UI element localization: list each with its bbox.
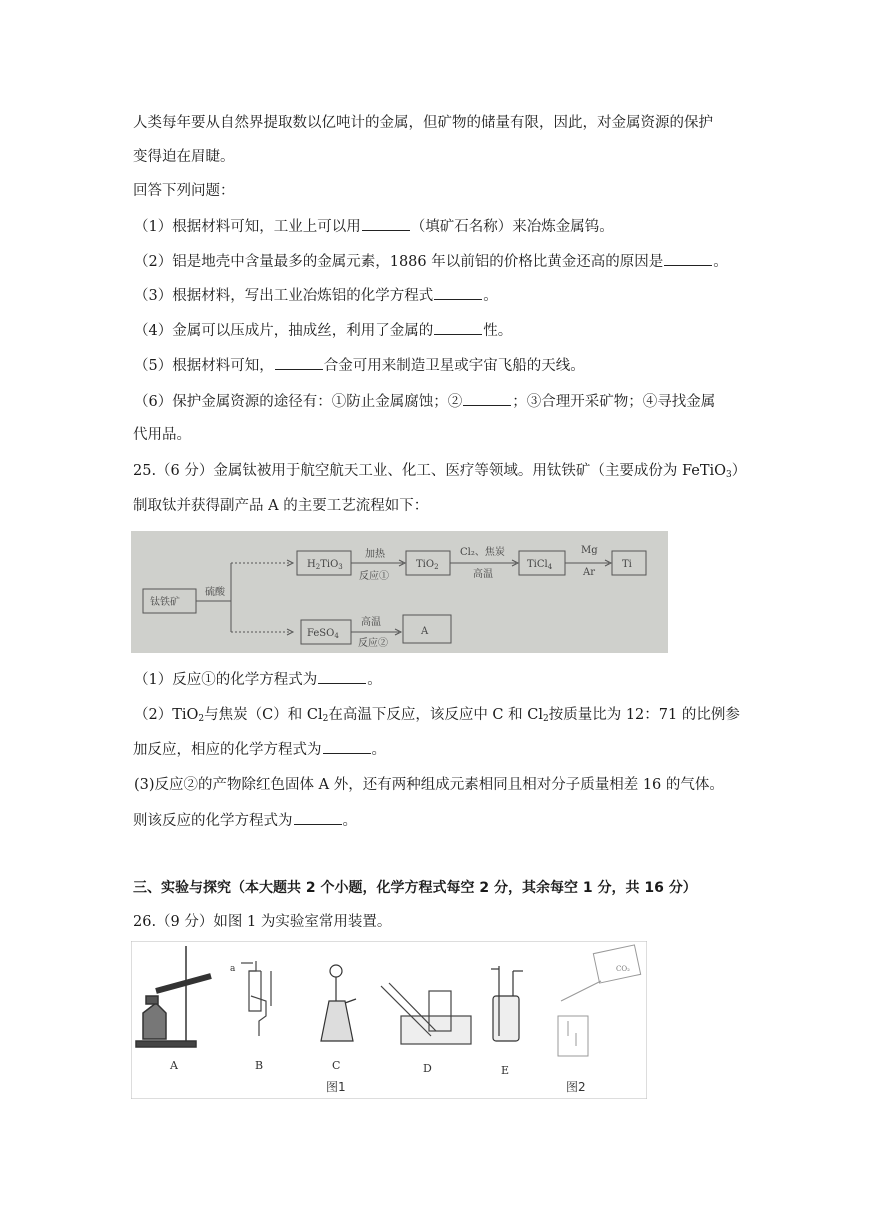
q24-sub2: （2）铝是地壳中含量最多的金属元素，1886 年以前铝的价格比黄金还高的原因是 。 xyxy=(134,251,728,272)
answer-blank[interactable] xyxy=(664,251,712,266)
feso4-label: FeSO$_4$ xyxy=(307,628,339,640)
answer-blank[interactable] xyxy=(323,739,371,754)
process-flow-diagram xyxy=(131,531,668,653)
label-d: D xyxy=(423,1062,432,1075)
figure2-caption: 图2 xyxy=(566,1080,586,1094)
answer-prompt: 回答下列问题： xyxy=(133,183,235,199)
q24-sub6: （6）保护金属资源的途径有：①防止金属腐蚀；② ；③合理开采矿物；④寻找金属 xyxy=(134,391,715,412)
intro-line-2: 变得迫在眉睫。 xyxy=(133,149,235,165)
product-a-label: A xyxy=(421,626,429,637)
ticl4-label: TiCl$_4$ xyxy=(527,559,553,571)
tio2-label: TiO$_2$ xyxy=(416,559,439,571)
ore-label: 钛铁矿 xyxy=(150,597,180,608)
section3-heading: 三、实验与探究（本大题共 2 个小题，化学方程式每空 2 分，其余每空 1 分，共 16 分） xyxy=(133,880,697,896)
q25-heading-line2: 制取钛并获得副产品 A 的主要工艺流程如下： xyxy=(133,498,429,514)
q24-sub6-cont: 代用品。 xyxy=(133,427,191,443)
label-b: B xyxy=(255,1059,264,1072)
q24-sub4: （4）金属可以压成片，抽成丝，利用了金属的 性。 xyxy=(134,320,512,341)
reaction2-label: 反应② xyxy=(358,638,388,649)
high-temp2-label: 高温 xyxy=(361,617,381,628)
label-c: C xyxy=(332,1059,341,1072)
q25-sub2: （2）TiO$_2$与焦炭（C）和 $Cl_2$在高温下反应，该反应中 C 和 $Cl_2$按质量比为 12：71 的比例参 xyxy=(134,707,740,724)
answer-blank[interactable] xyxy=(434,285,482,300)
q24-sub1: （1）根据材料可知，工业上可以用 （填矿石名称）来冶炼金属钨。 xyxy=(134,216,614,237)
q25-sub3-line2: 则该反应的化学方程式为 。 xyxy=(133,810,357,831)
ar-label: Ar xyxy=(583,567,596,578)
figure1-caption: 图1 xyxy=(326,1080,346,1094)
q24-sub5: （5）根据材料可知， 合金可用来制造卫星或宇宙飞船的天线。 xyxy=(134,355,585,376)
answer-blank[interactable] xyxy=(434,320,482,335)
h2tio3-label: $H_2TiO_3$ xyxy=(307,559,343,571)
answer-blank[interactable] xyxy=(463,391,511,406)
acid-label: 硫酸 xyxy=(205,587,225,598)
reaction1-label: 反应① xyxy=(359,571,389,582)
q24-sub3: （3）根据材料，写出工业冶炼铝的化学方程式 。 xyxy=(134,285,498,306)
funnel-mark-label: a xyxy=(230,964,236,974)
answer-blank[interactable] xyxy=(294,810,342,825)
q25-sub1: （1）反应①的化学方程式为 。 xyxy=(134,669,382,690)
cl2-coke-label: Cl₂、焦炭 xyxy=(460,547,505,558)
label-e: E xyxy=(501,1064,510,1077)
mg-label: Mg xyxy=(581,545,598,556)
co2-label: CO₂ xyxy=(616,965,630,973)
intro-line-1: 人类每年要从自然界提取数以亿吨计的金属，但矿物的储量有限，因此，对金属资源的保护 xyxy=(133,115,713,131)
q25-sub2-line2: 加反应，相应的化学方程式为 。 xyxy=(133,739,386,760)
answer-blank[interactable] xyxy=(275,355,323,370)
q25-sub3: (3)反应②的产物除红色固体 A 外，还有两种组成元素相同且相对分子质量相差 16 的气体。 xyxy=(134,777,724,793)
figure-frame xyxy=(131,941,647,1099)
label-a: A xyxy=(170,1059,178,1072)
high-temp-label: 高温 xyxy=(473,569,493,580)
ti-label: Ti xyxy=(622,559,632,570)
q25-heading: 25.（6 分）金属钛被用于航空航天工业、化工、医疗等领域。用钛铁矿（主要成份为 FeTiO$_3$） xyxy=(133,463,747,480)
q26-heading: 26.（9 分）如图 1 为实验室常用装置。 xyxy=(133,914,392,930)
heat-label: 加热 xyxy=(365,549,385,560)
answer-blank[interactable] xyxy=(318,669,366,684)
apparatus-figure xyxy=(131,941,647,1099)
answer-blank[interactable] xyxy=(362,216,410,231)
